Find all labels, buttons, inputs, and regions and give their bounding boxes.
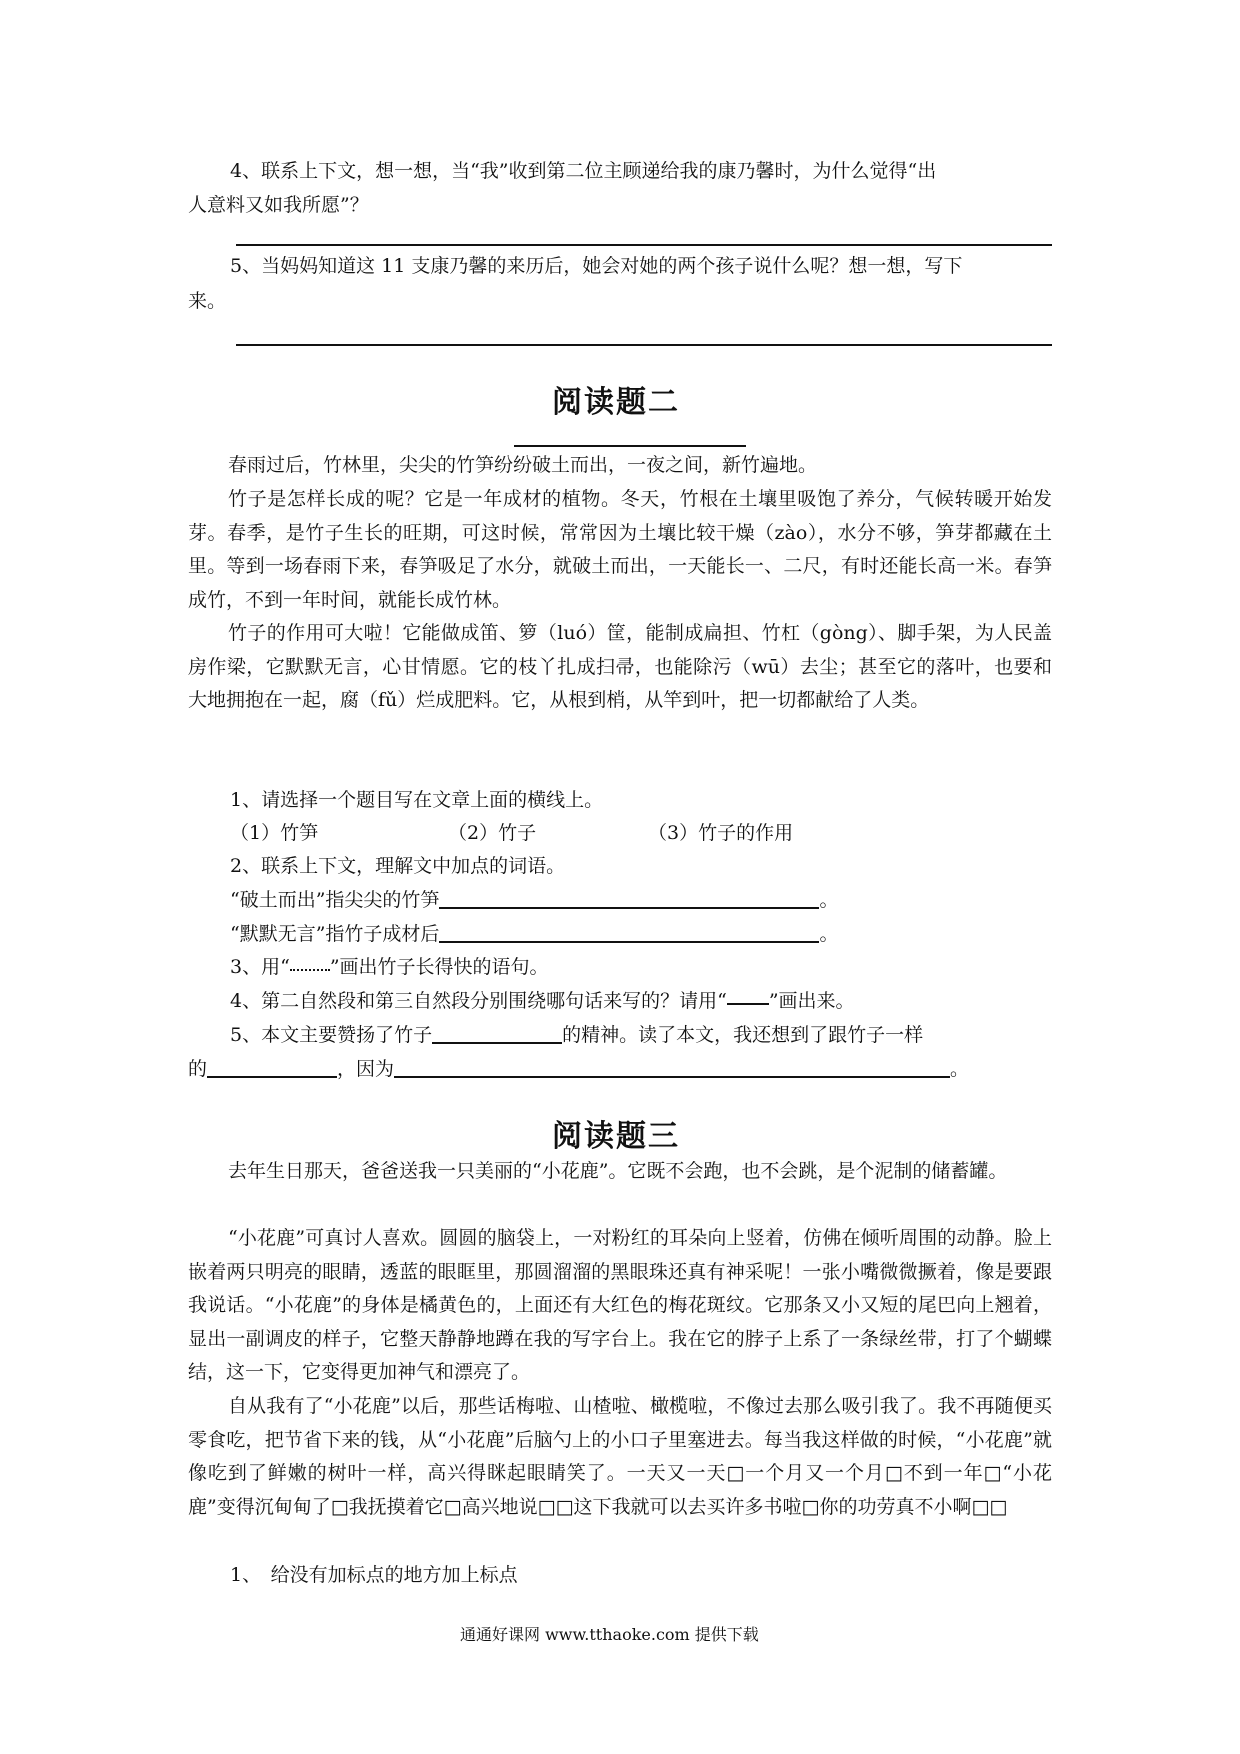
paragraph: 竹子是怎样长成的呢？它是一年成材的植物。冬天，竹根在土壤里吸饱了养分，气候转暖开始发芽。春季，是竹子生长的旺期，可这时候，常常因为土壤比较干燥（zào），水分不够，笋芽都藏在土里。等到一场春雨下来，春笋吸足了水分，就破土而出，一天能长一、二尺，有时还能长高一米。春笋成竹，不到一年时间，就能长成竹林。 bbox=[188, 488, 1052, 611]
paragraph: “小花鹿”可真讨人喜欢。圆圆的脑袋上，一对粉红的耳朵向上竖着，仿佛在倾听周围的动静。脸上嵌着两只明亮的眼睛，透蓝的眼眶里，那圆溜溜的黑眼珠还真有神采呢！一张小嘴微微撅着，像是要跟我说话。“小花鹿”的身体是橘黄色的，上面还有大红色的梅花斑纹。它那条又小又短的尾巴向上翘着，显出一副调皮的样子，它整天静静地蹲在我的写字台上。我在它的脖子上系了一条绿丝带，打了个蝴蝶结，这一下，它变得更加神气和漂亮了。 bbox=[188, 1227, 1052, 1383]
solid-underline-sample bbox=[727, 995, 769, 1005]
question-4-suffix: ”画出来。 bbox=[768, 990, 855, 1012]
question-1: 1、请选择一个题目写在文章上面的横线上。 bbox=[230, 789, 604, 811]
paragraph: 自从我有了“小花鹿”以后，那些话梅啦、山楂啦、橄榄啦，不像过去那么吸引我了。我不再随便买零食吃，把节省下来的钱，从“小花鹿”后脑勺上的小口子里塞进去。每当我这样做的时候，“小花鹿”就像吃到了鲜嫩的树叶一样，高兴得眯起眼睛笑了。一天又一天□一个月又一个月□不到一年□“小花鹿”变得沉甸甸了□我抚摸着它□高兴地说□□这下我就可以去买许多书啦□你的功劳真不小啊□□ bbox=[188, 1395, 1052, 1518]
question-2: 2、联系上下文，理解文中加点的词语。 bbox=[230, 855, 566, 877]
question-3-prefix: 3、用“ bbox=[230, 956, 290, 978]
footer: 通通好课网 www.tthaoke.com 提供下载 bbox=[460, 1625, 759, 1644]
answer-line[interactable] bbox=[236, 244, 1052, 246]
question-5-because: ，因为 bbox=[337, 1058, 395, 1080]
question-2-item-a bbox=[230, 883, 838, 917]
question-4-line-2: 人意料又如我所愿”？ bbox=[188, 194, 369, 216]
question-5-prefix: 5、本文主要赞扬了竹子 bbox=[230, 1024, 433, 1046]
question-5-de: 的 bbox=[188, 1058, 208, 1080]
question-2-item-b bbox=[230, 917, 838, 951]
answer-blank[interactable] bbox=[439, 921, 819, 943]
section-title: 阅读题三 bbox=[552, 1119, 680, 1154]
paragraph: 春雨过后，竹林里，尖尖的竹笋纷纷破土而出，一夜之间，新竹遍地。 bbox=[228, 454, 818, 476]
period: 。 bbox=[950, 1058, 970, 1080]
paragraph: 去年生日那天，爸爸送我一只美丽的“小花鹿”。它既不会跑，也不会跳，是个泥制的储蓄罐。 bbox=[228, 1160, 1008, 1182]
option-3[interactable]: （3）竹子的作用 bbox=[648, 822, 794, 844]
answer-line[interactable] bbox=[236, 344, 1052, 346]
question-5-line-2 bbox=[188, 1052, 969, 1086]
period: 。 bbox=[819, 889, 839, 911]
paragraph: 竹子的作用可大啦！它能做成笛、箩（luó）筐，能制成扁担、竹杠（gòng）、脚手架，为人民盖房作梁，它默默无言，心甘情愿。它的枝丫扎成扫帚，也能除污（wū）去尘；甚至它的落叶，也要和大地拥抱在一起，腐（fǔ）烂成肥料。它，从根到梢，从竿到叶，把一切都献给了人类。 bbox=[188, 622, 1052, 711]
title-answer-line[interactable] bbox=[514, 445, 746, 447]
question-1-options bbox=[230, 816, 793, 850]
section-title: 阅读题二 bbox=[552, 385, 680, 420]
question-5-line-1: 5、当妈妈知道这 11 支康乃馨的来历后，她会对她的两个孩子说什么呢？想一想，写下 bbox=[230, 255, 963, 277]
question-5-middle: 的精神。读了本文，我还想到了跟竹子一样 bbox=[562, 1024, 924, 1046]
option-2[interactable]: （2）竹子 bbox=[448, 822, 537, 844]
period: 。 bbox=[819, 923, 839, 945]
question-3 bbox=[230, 950, 549, 984]
question-1: 1、 给没有加标点的地方加上标点 bbox=[230, 1564, 518, 1586]
item-b-text: “默默无言”指竹子成材后 bbox=[230, 923, 440, 945]
dotted-underline-sample bbox=[290, 961, 330, 971]
answer-blank[interactable] bbox=[432, 1022, 562, 1044]
question-3-suffix: ”画出竹子长得快的语句。 bbox=[329, 956, 549, 978]
question-4 bbox=[230, 984, 855, 1018]
item-a-text: “破土而出”指尖尖的竹笋 bbox=[230, 889, 440, 911]
answer-blank[interactable] bbox=[207, 1056, 337, 1078]
question-5-line-1 bbox=[230, 1018, 923, 1052]
question-4-line-1: 4、联系上下文，想一想，当“我”收到第二位主顾递给我的康乃馨时，为什么觉得“出 bbox=[230, 160, 937, 182]
question-4-prefix: 4、第二自然段和第三自然段分别围绕哪句话来写的？请用“ bbox=[230, 990, 727, 1012]
answer-blank[interactable] bbox=[439, 887, 819, 909]
question-5-line-2: 来。 bbox=[188, 290, 227, 312]
answer-blank[interactable] bbox=[394, 1056, 950, 1078]
option-1[interactable]: （1）竹笋 bbox=[230, 822, 319, 844]
